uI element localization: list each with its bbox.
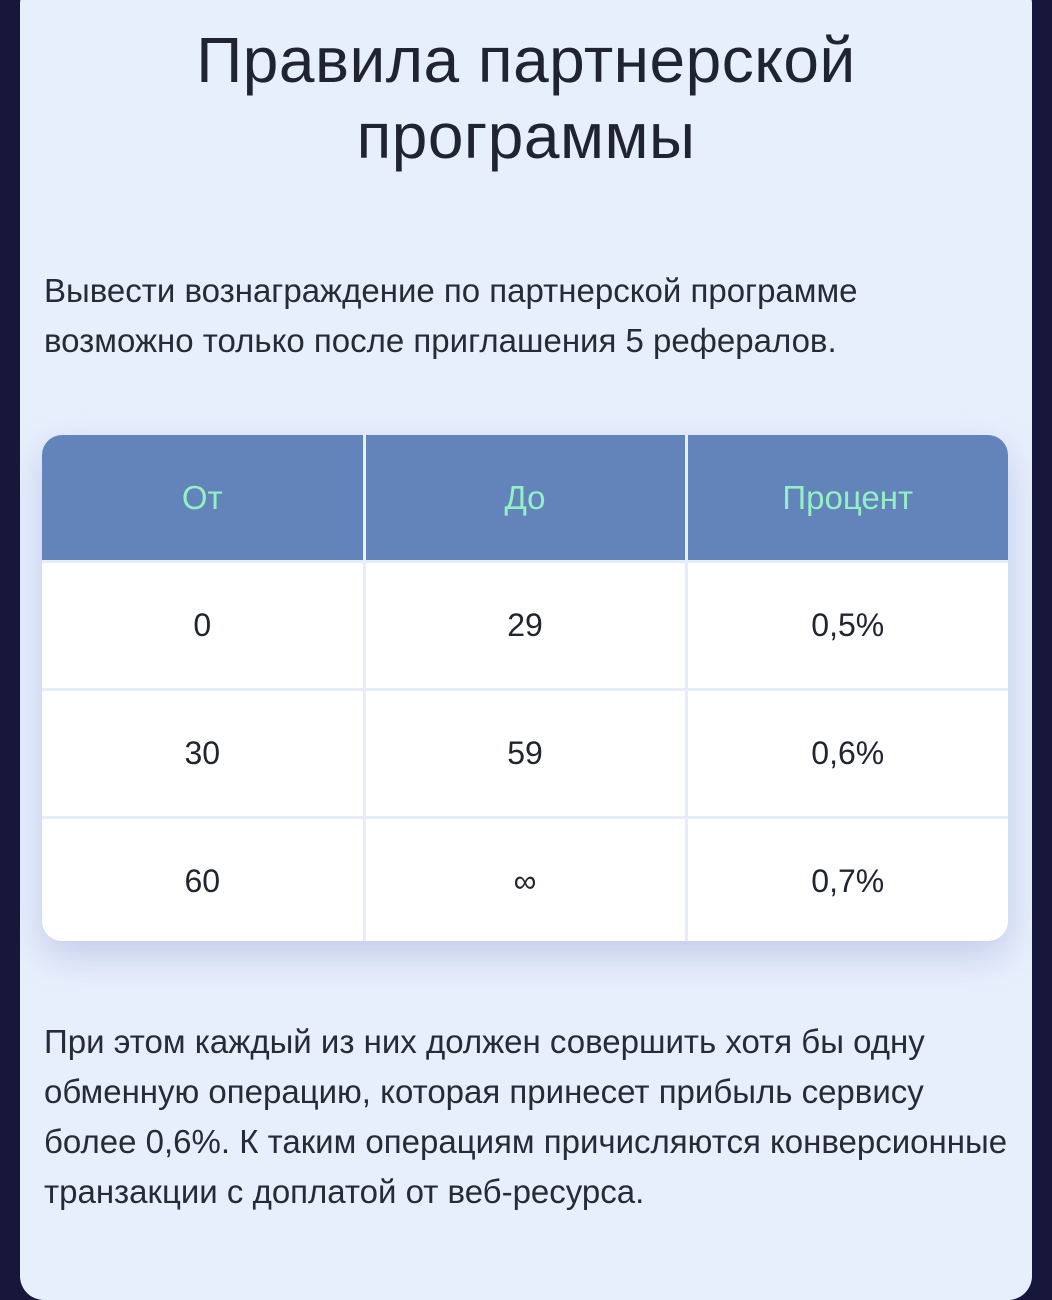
outro-paragraph: При этом каждый из них должен совершить хотя бы одну обменную операцию, которая принесет прибыль сервису более 0,6%. К таким операциям причисляются конверсионные транзакции с доплатой от веб-ресурса. [44,1023,1008,1210]
cell-from: 0 [42,562,364,690]
cell-to: 59 [364,690,686,818]
table-row [42,690,1008,818]
header-from: От [42,435,364,562]
table-row [42,818,1008,942]
cell-to: 29 [364,562,686,690]
commission-table-grid [42,435,1008,941]
page-title [20,22,1032,174]
cell-percent: 0,7% [686,818,1008,942]
rules-card [20,0,1032,1300]
cell-to: ∞ [364,818,686,942]
commission-table [42,435,1008,941]
cell-from: 60 [42,818,364,942]
table-header-row [42,435,1008,562]
title-line-2: программы [356,100,696,172]
cell-percent: 0,5% [686,562,1008,690]
header-percent: Процент [686,435,1008,562]
table-row [42,562,1008,690]
header-to: До [364,435,686,562]
intro-paragraph: Вывести вознаграждение по партнерской программе возможно только после приглашения 5 рефералов. [44,272,858,359]
title-line-1: Правила партнерской [196,24,856,96]
cell-percent: 0,6% [686,690,1008,818]
cell-from: 30 [42,690,364,818]
